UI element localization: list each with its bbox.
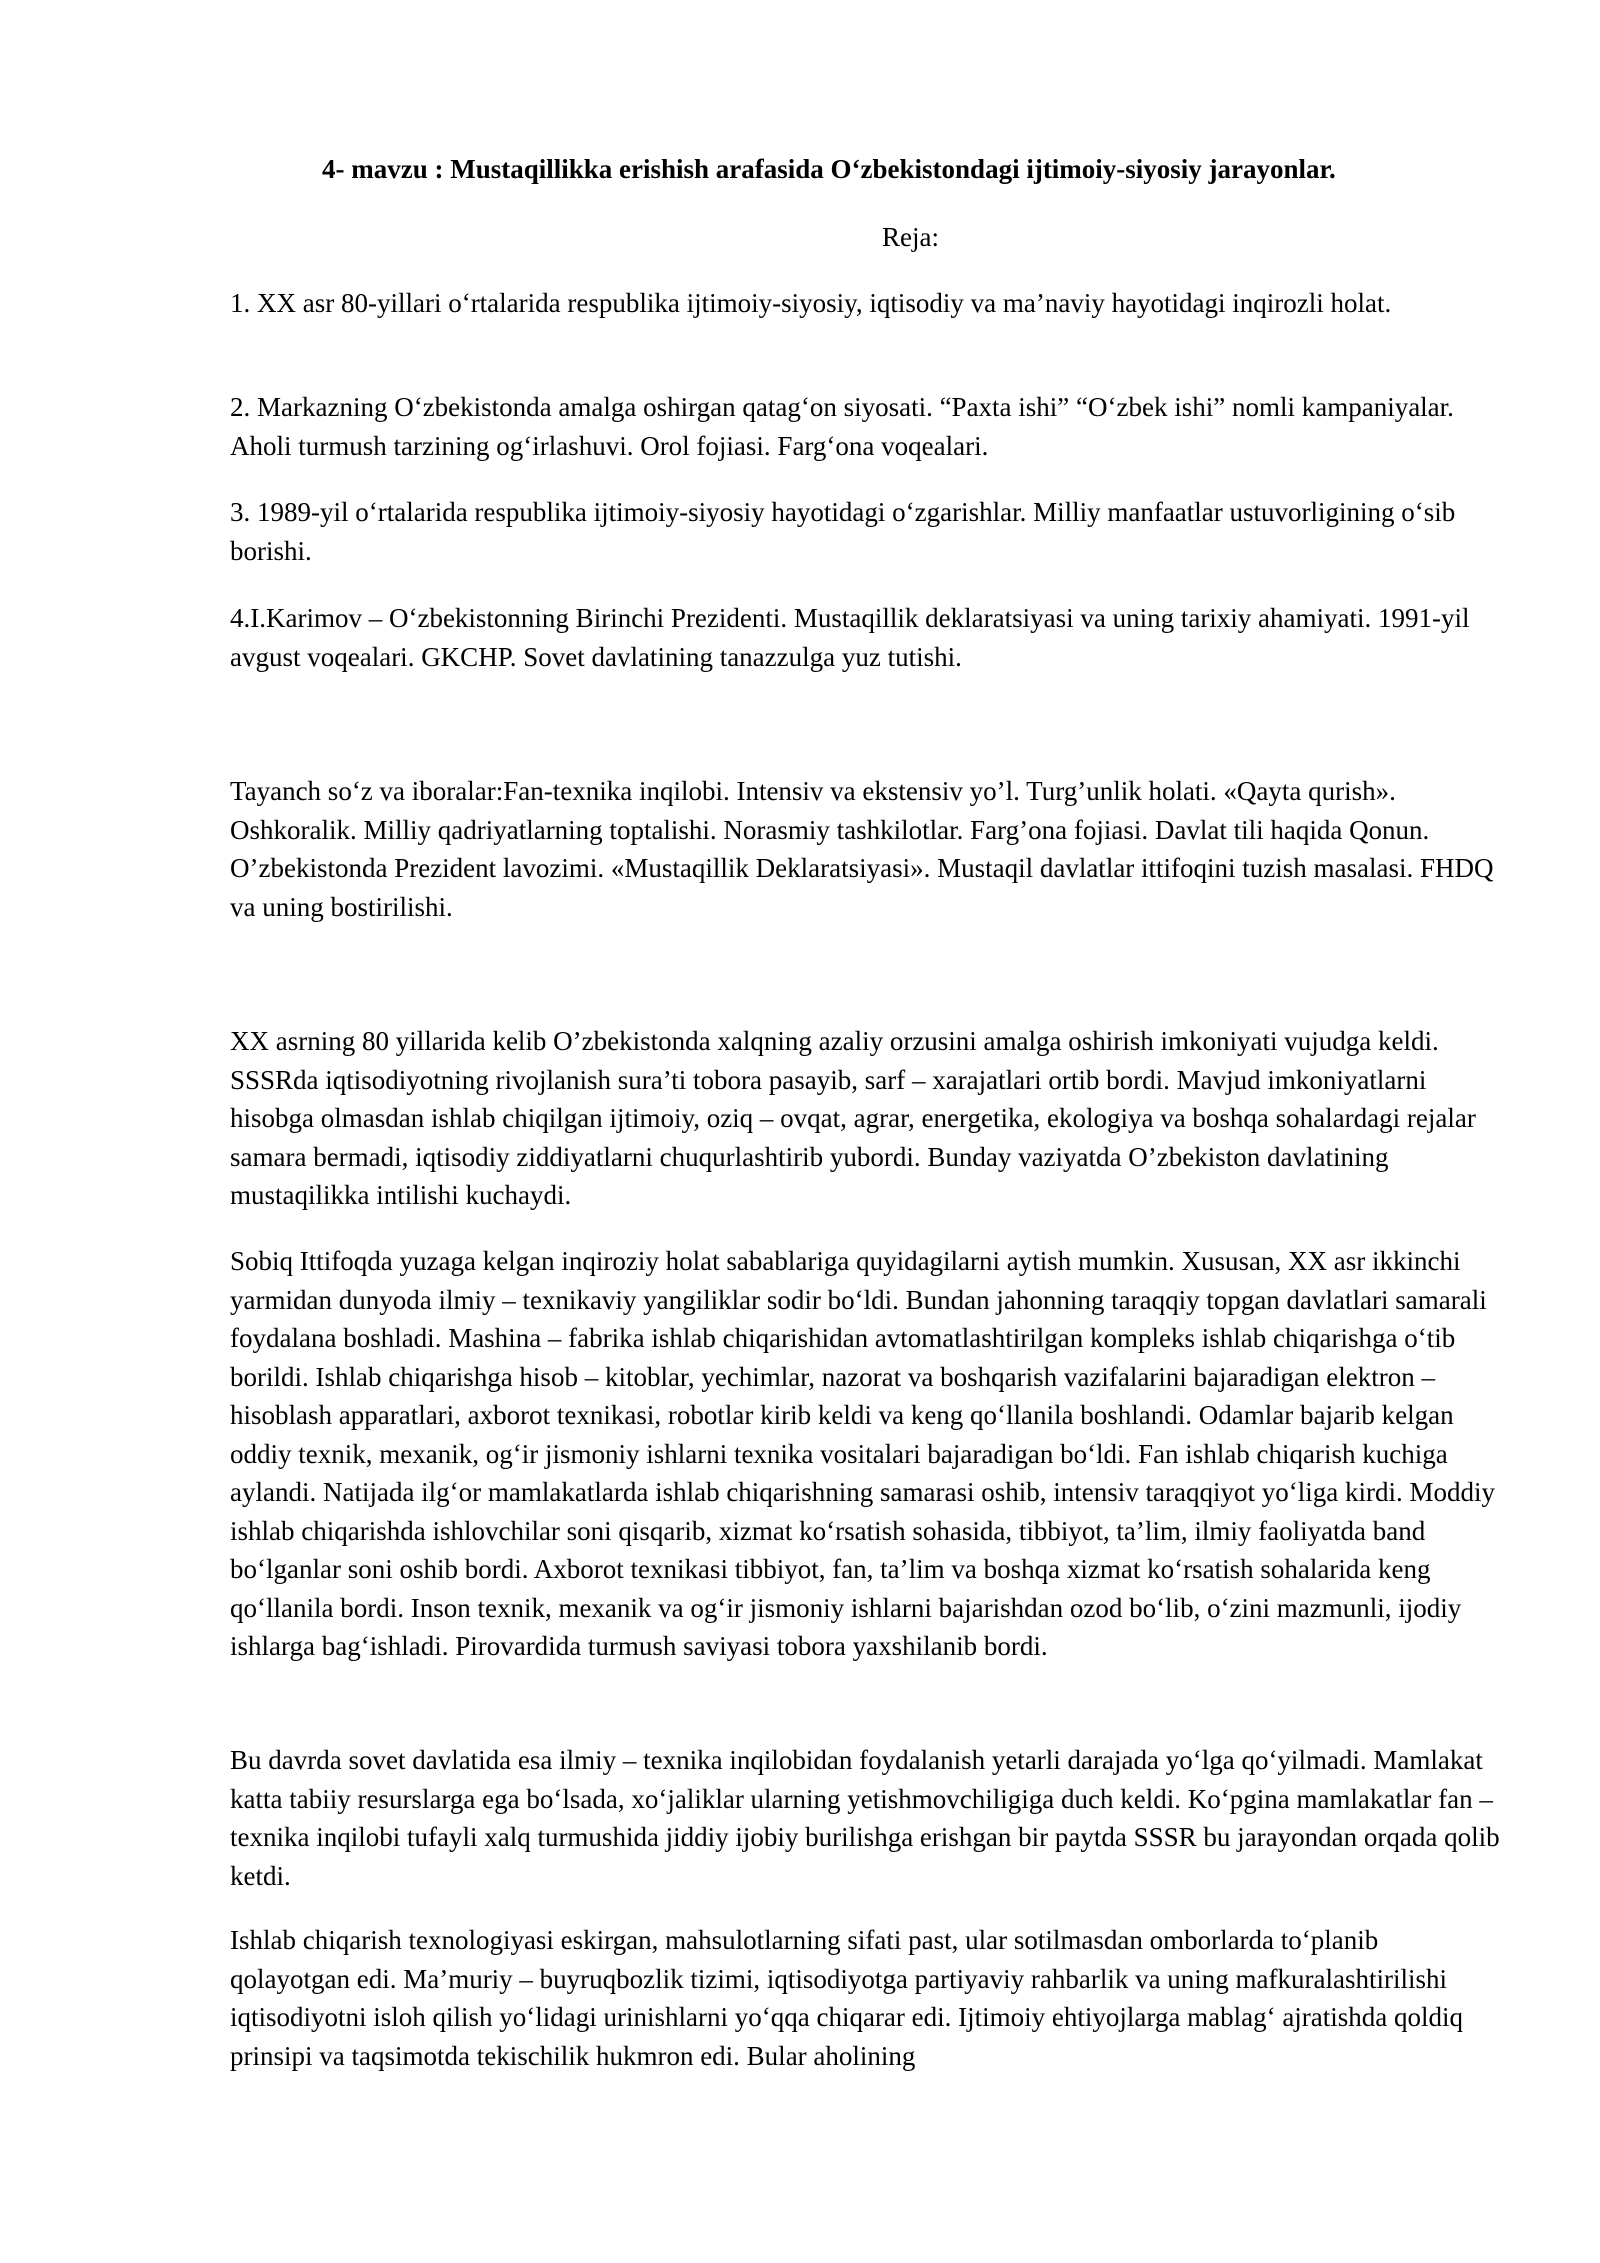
plan-item: 1. XX asr 80-yillari o‘rtalarida respublika ijtimoiy-siyosiy, iqtisodiy va ma’naviy hayotidagi inqirozli holat. <box>230 288 1392 318</box>
document-title: 4- mavzu : Mustaqillikka erishish arafasida O‘zbekistondagi ijtimoiy-siyosiy jarayonlar. <box>322 154 1336 184</box>
plan-item: 2. Markazning O‘zbekistonda amalga oshirgan qatag‘on siyosati. “Paxta ishi” “O‘zbek ishi” nomli kampaniyalar. Aholi turmush tarzining og‘irlashuvi. Orol fojiasi. Farg‘ona voqealari. <box>230 392 1454 461</box>
body-paragraph: Sobiq Ittifoqda yuzaga kelgan inqiroziy holat sabablariga quyidagilarni aytish mumkin. Xususan, XX asr ikkinchi yarmidan dunyoda ilmiy – texnikaviy yangiliklar sodir bo‘ldi. Bundan jahonning taraqqiy topgan davlatlari samarali foydalana boshladi. Mashina – fabrika ishlab chiqarishidan avtomatlashtirilgan kompleks ishlab chiqarishga o‘tib borildi. Ishlab chiqarishga hisob – kitoblar, yechimlar, nazorat va boshqarish vazifalarini bajaradigan elektron – hisoblash apparatlari, axborot texnikasi, robotlar kirib keldi va keng qo‘llanila boshlandi. Odamlar bajarib kelgan oddiy texnik, mexanik, og‘ir jismoniy ishlarni texnika vositalari bajaradigan bo‘ldi. Fan ishlab chiqarish kuchiga aylandi. Natijada ilg‘or mamlakatlarda ishlab chiqarishning samarasi oshib, intensiv taraqqiyot yo‘liga kirdi. Moddiy ishlab chiqarishda ishlovchilar soni qisqarib, xizmat ko‘rsatish sohasida, tibbiyot, ta’lim, ilmiy faoliyatda band bo‘lganlar soni oshib bordi. Axborot texnikasi tibbiyot, fan, ta’lim va boshqa xizmat ko‘rsatish sohalarida keng qo‘llanila bordi. Inson texnik, mexanik va og‘ir jismoniy ishlarni bajarishdan ozod bo‘lib, o‘zini mazmunli, ijodiy ishlarga bag‘ishladi. Pirovardida turmush saviyasi tobora yaxshilanib bordi. <box>230 1246 1495 1661</box>
body-paragraph: XX asrning 80 yillarida kelib O’zbekistonda xalqning azaliy orzusini amalga oshirish imkoniyati vujudga keldi. SSSRda iqtisodiyotning rivojlanish sura’ti tobora pasayib, sarf – xarajatlari ortib bordi. Mavjud imkoniyatlarni hisobga olmasdan ishlab chiqilgan ijtimoiy, oziq – ovqat, agrar, energetika, ekologiya va boshqa sohalardagi rejalar samara bermadi, iqtisodiy ziddiyatlarni chuqurlashtirib yubordi. Bunday vaziyatda O’zbekiston davlatining mustaqilikka intilishi kuchaydi. <box>230 1026 1476 1210</box>
plan-item: 3. 1989-yil o‘rtalarida respublika ijtimoiy-siyosiy hayotidagi o‘zgarishlar. Milliy manfaatlar ustuvorligining o‘sib borishi. <box>230 497 1456 566</box>
keywords-paragraph: Tayanch so‘z va iboralar:Fan-texnika inqilobi. Intensiv va ekstensiv yo’l. Turg’unlik holati. «Qayta qurish». Oshkoralik. Milliy qadriyatlarning toptalishi. Norasmiy tashkilotlar. Farg’ona fojiasi. Davlat tili haqida Qonun. O’zbekistonda Prezident lavozimi. «Mustaqillik Deklaratsiyasi». Mustaqil davlatlar ittifoqini tuzish masalasi. FHDQ va uning bostirilishi. <box>230 776 1494 922</box>
plan-heading: Reja: <box>882 222 939 252</box>
body-paragraph: Ishlab chiqarish texnologiyasi eskirgan, mahsulotlarning sifati past, ular sotilmasdan omborlarda to‘planib qolayotgan edi. Ma’muriy – buyruqbozlik tizimi, iqtisodiyotga partiyaviy rahbarlik va uning mafkuralashtirilishi iqtisodiyotni isloh qilish yo‘lidagi urinishlarni yo‘qqa chiqarar edi. Ijtimoiy ehtiyojlarga mablag‘ ajratishda qoldiq prinsipi va taqsimotda tekischilik hukmron edi. Bular aholining <box>230 1925 1464 2071</box>
plan-item: 4.I.Karimov – O‘zbekistonning Birinchi Prezidenti. Mustaqillik deklaratsiyasi va uning tarixiy ahamiyati. 1991-yil avgust voqealari. GKCHP. Sovet davlatining tanazzulga yuz tutishi. <box>230 603 1470 672</box>
body-paragraph: Bu davrda sovet davlatida esa ilmiy – texnika inqilobidan foydalanish yetarli darajada yo‘lga qo‘yilmadi. Mamlakat katta tabiiy resurslarga ega bo‘lsada, xo‘jaliklar ularning yetishmovchiligiga duch keldi. Ko‘pgina mamlakatlar fan – texnika inqilobi tufayli xalq turmushida jiddiy ijobiy burilishga erishgan bir paytda SSSR bu jarayondan orqada qolib ketdi. <box>230 1745 1500 1891</box>
